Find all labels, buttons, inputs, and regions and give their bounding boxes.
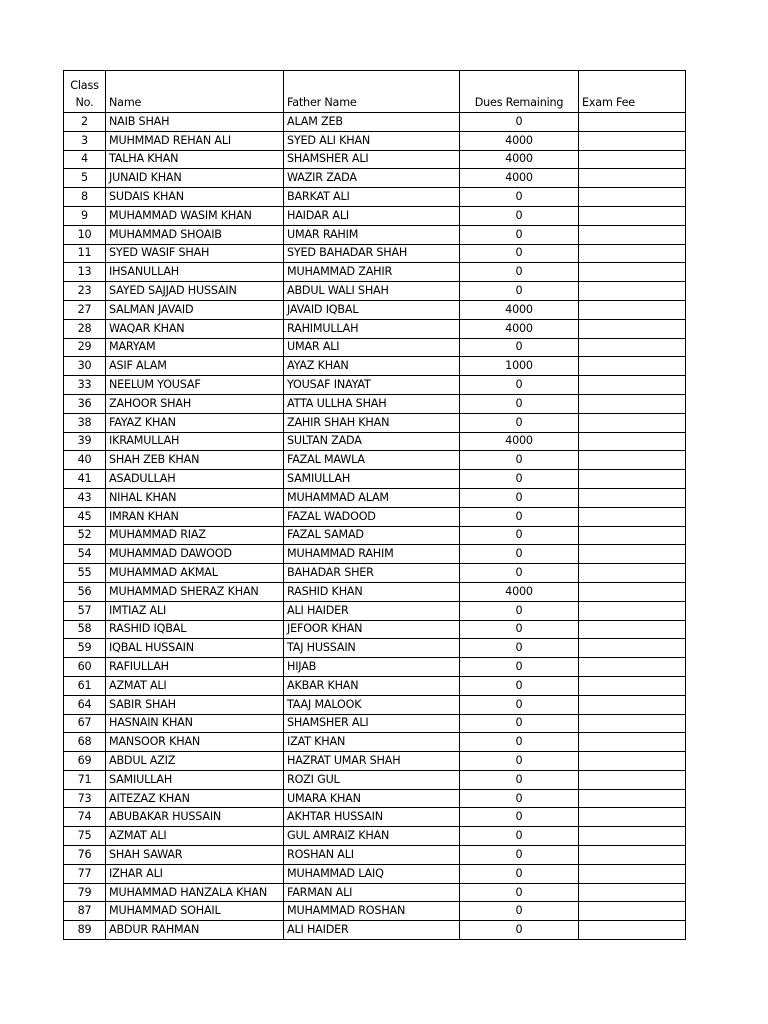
cell-father-name: FARMAN ALI xyxy=(284,883,460,902)
cell-name: ASIF ALAM xyxy=(106,357,284,376)
cell-father-name: SYED ALI KHAN xyxy=(284,131,460,150)
cell-father-name: BAHADAR SHER xyxy=(284,564,460,583)
cell-name: WAQAR KHAN xyxy=(106,319,284,338)
cell-father-name: IZAT KHAN xyxy=(284,733,460,752)
cell-father-name: ROZI GUL xyxy=(284,770,460,789)
cell-dues-remaining: 0 xyxy=(460,620,579,639)
cell-class-no: 57 xyxy=(64,601,106,620)
cell-class-no: 38 xyxy=(64,413,106,432)
cell-name: MUHMMAD REHAN ALI xyxy=(106,131,284,150)
cell-name: NAIB SHAH xyxy=(106,113,284,132)
cell-dues-remaining: 0 xyxy=(460,263,579,282)
class-no-header-line2: No. xyxy=(75,96,94,109)
cell-name: AITEZAZ KHAN xyxy=(106,789,284,808)
cell-father-name: MUHAMMAD ZAHIR xyxy=(284,263,460,282)
cell-father-name: SHAMSHER ALI xyxy=(284,150,460,169)
cell-dues-remaining: 0 xyxy=(460,695,579,714)
table-row xyxy=(64,131,686,150)
cell-class-no: 67 xyxy=(64,714,106,733)
table-row xyxy=(64,244,686,263)
cell-name: NEELUM YOUSAF xyxy=(106,376,284,395)
cell-name: SAYED SAJJAD HUSSAIN xyxy=(106,282,284,301)
cell-father-name: UMAR RAHIM xyxy=(284,225,460,244)
cell-name: NIHAL KHAN xyxy=(106,488,284,507)
cell-class-no: 52 xyxy=(64,526,106,545)
cell-class-no: 61 xyxy=(64,676,106,695)
table-row xyxy=(64,319,686,338)
cell-exam-fee xyxy=(579,714,686,733)
cell-exam-fee xyxy=(579,620,686,639)
cell-class-no: 79 xyxy=(64,883,106,902)
table-row xyxy=(64,225,686,244)
column-header-father-name: Father Name xyxy=(284,71,460,113)
cell-class-no: 2 xyxy=(64,113,106,132)
cell-exam-fee xyxy=(579,752,686,771)
table-row xyxy=(64,902,686,921)
cell-dues-remaining: 0 xyxy=(460,244,579,263)
cell-exam-fee xyxy=(579,846,686,865)
cell-exam-fee xyxy=(579,432,686,451)
cell-father-name: ATTA ULLHA SHAH xyxy=(284,394,460,413)
cell-dues-remaining: 0 xyxy=(460,394,579,413)
cell-father-name: RASHID KHAN xyxy=(284,582,460,601)
cell-dues-remaining: 0 xyxy=(460,733,579,752)
cell-name: MARYAM xyxy=(106,338,284,357)
cell-exam-fee xyxy=(579,564,686,583)
cell-father-name: ALI HAIDER xyxy=(284,921,460,940)
cell-exam-fee xyxy=(579,131,686,150)
cell-exam-fee xyxy=(579,902,686,921)
cell-name: SAMIULLAH xyxy=(106,770,284,789)
cell-father-name: MUHAMMAD ALAM xyxy=(284,488,460,507)
cell-name: IZHAR ALI xyxy=(106,864,284,883)
cell-class-no: 77 xyxy=(64,864,106,883)
cell-name: IQBAL HUSSAIN xyxy=(106,639,284,658)
table-row xyxy=(64,827,686,846)
table-row xyxy=(64,733,686,752)
cell-name: ABUBAKAR HUSSAIN xyxy=(106,808,284,827)
table-row xyxy=(64,263,686,282)
cell-class-no: 59 xyxy=(64,639,106,658)
table-row xyxy=(64,413,686,432)
table-row xyxy=(64,507,686,526)
cell-father-name: JEFOOR KHAN xyxy=(284,620,460,639)
cell-exam-fee xyxy=(579,225,686,244)
cell-dues-remaining: 0 xyxy=(460,676,579,695)
cell-name: MUHAMMAD RIAZ xyxy=(106,526,284,545)
cell-dues-remaining: 0 xyxy=(460,846,579,865)
cell-exam-fee xyxy=(579,376,686,395)
cell-dues-remaining: 0 xyxy=(460,752,579,771)
cell-name: HASNAIN KHAN xyxy=(106,714,284,733)
table-row xyxy=(64,658,686,677)
cell-exam-fee xyxy=(579,451,686,470)
cell-father-name: YOUSAF INAYAT xyxy=(284,376,460,395)
cell-father-name: JAVAID IQBAL xyxy=(284,300,460,319)
cell-class-no: 11 xyxy=(64,244,106,263)
cell-class-no: 73 xyxy=(64,789,106,808)
cell-dues-remaining: 0 xyxy=(460,564,579,583)
cell-class-no: 30 xyxy=(64,357,106,376)
cell-exam-fee xyxy=(579,470,686,489)
cell-dues-remaining: 0 xyxy=(460,376,579,395)
cell-exam-fee xyxy=(579,206,686,225)
cell-dues-remaining: 4000 xyxy=(460,169,579,188)
table-row xyxy=(64,282,686,301)
cell-exam-fee xyxy=(579,864,686,883)
table-row xyxy=(64,883,686,902)
cell-class-no: 89 xyxy=(64,921,106,940)
cell-class-no: 33 xyxy=(64,376,106,395)
table-row xyxy=(64,620,686,639)
cell-dues-remaining: 0 xyxy=(460,206,579,225)
table-row xyxy=(64,582,686,601)
cell-dues-remaining: 4000 xyxy=(460,150,579,169)
table-row xyxy=(64,695,686,714)
cell-class-no: 29 xyxy=(64,338,106,357)
table-row xyxy=(64,357,686,376)
cell-name: ZAHOOR SHAH xyxy=(106,394,284,413)
table-row xyxy=(64,846,686,865)
cell-dues-remaining: 4000 xyxy=(460,319,579,338)
cell-exam-fee xyxy=(579,601,686,620)
cell-class-no: 10 xyxy=(64,225,106,244)
cell-class-no: 27 xyxy=(64,300,106,319)
cell-name: MUHAMMAD HANZALA KHAN xyxy=(106,883,284,902)
cell-exam-fee xyxy=(579,488,686,507)
cell-name: ABDUR RAHMAN xyxy=(106,921,284,940)
table-row xyxy=(64,770,686,789)
cell-name: RAFIULLAH xyxy=(106,658,284,677)
table-header xyxy=(64,71,686,113)
cell-name: MANSOOR KHAN xyxy=(106,733,284,752)
cell-father-name: HAIDAR ALI xyxy=(284,206,460,225)
cell-father-name: ALI HAIDER xyxy=(284,601,460,620)
cell-exam-fee xyxy=(579,827,686,846)
cell-exam-fee xyxy=(579,808,686,827)
cell-class-no: 56 xyxy=(64,582,106,601)
cell-class-no: 55 xyxy=(64,564,106,583)
cell-dues-remaining: 0 xyxy=(460,770,579,789)
cell-name: JUNAID KHAN xyxy=(106,169,284,188)
cell-name: SALMAN JAVAID xyxy=(106,300,284,319)
cell-exam-fee xyxy=(579,413,686,432)
column-header-exam-fee: Exam Fee xyxy=(579,71,686,113)
cell-exam-fee xyxy=(579,244,686,263)
cell-dues-remaining: 0 xyxy=(460,188,579,207)
cell-dues-remaining: 0 xyxy=(460,488,579,507)
table-row xyxy=(64,526,686,545)
cell-class-no: 36 xyxy=(64,394,106,413)
cell-father-name: ABDUL WALI SHAH xyxy=(284,282,460,301)
table-row xyxy=(64,206,686,225)
cell-dues-remaining: 4000 xyxy=(460,131,579,150)
cell-name: RASHID IQBAL xyxy=(106,620,284,639)
column-header-class-no xyxy=(64,71,106,113)
cell-name: MUHAMMAD SHOAIB xyxy=(106,225,284,244)
cell-name: SHAH SAWAR xyxy=(106,846,284,865)
cell-dues-remaining: 0 xyxy=(460,883,579,902)
table-row xyxy=(64,676,686,695)
cell-name: AZMAT ALI xyxy=(106,676,284,695)
cell-dues-remaining: 0 xyxy=(460,789,579,808)
class-no-header-line1: Class xyxy=(70,79,99,92)
cell-exam-fee xyxy=(579,770,686,789)
cell-father-name: MUHAMMAD LAIQ xyxy=(284,864,460,883)
table-row xyxy=(64,921,686,940)
cell-dues-remaining: 4000 xyxy=(460,300,579,319)
cell-class-no: 43 xyxy=(64,488,106,507)
cell-class-no: 41 xyxy=(64,470,106,489)
cell-class-no: 60 xyxy=(64,658,106,677)
table-row xyxy=(64,470,686,489)
cell-father-name: MUHAMMAD ROSHAN xyxy=(284,902,460,921)
table-row xyxy=(64,545,686,564)
cell-dues-remaining: 4000 xyxy=(460,432,579,451)
cell-father-name: UMAR ALI xyxy=(284,338,460,357)
cell-dues-remaining: 0 xyxy=(460,639,579,658)
table-row xyxy=(64,188,686,207)
cell-father-name: TAJ HUSSAIN xyxy=(284,639,460,658)
cell-father-name: AKHTAR HUSSAIN xyxy=(284,808,460,827)
cell-exam-fee xyxy=(579,300,686,319)
table-row xyxy=(64,639,686,658)
cell-name: MUHAMMAD SOHAIL xyxy=(106,902,284,921)
cell-father-name: ALAM ZEB xyxy=(284,113,460,132)
cell-name: SYED WASIF SHAH xyxy=(106,244,284,263)
cell-name: IMRAN KHAN xyxy=(106,507,284,526)
cell-dues-remaining: 0 xyxy=(460,225,579,244)
table-row xyxy=(64,113,686,132)
cell-class-no: 28 xyxy=(64,319,106,338)
cell-class-no: 76 xyxy=(64,846,106,865)
cell-dues-remaining: 0 xyxy=(460,282,579,301)
cell-father-name: SYED BAHADAR SHAH xyxy=(284,244,460,263)
cell-class-no: 39 xyxy=(64,432,106,451)
cell-exam-fee xyxy=(579,695,686,714)
cell-class-no: 54 xyxy=(64,545,106,564)
cell-class-no: 8 xyxy=(64,188,106,207)
cell-father-name: HIJAB xyxy=(284,658,460,677)
table-row xyxy=(64,300,686,319)
cell-dues-remaining: 0 xyxy=(460,902,579,921)
cell-exam-fee xyxy=(579,582,686,601)
cell-class-no: 74 xyxy=(64,808,106,827)
cell-exam-fee xyxy=(579,658,686,677)
cell-dues-remaining: 0 xyxy=(460,113,579,132)
cell-dues-remaining: 0 xyxy=(460,338,579,357)
table-row xyxy=(64,150,686,169)
table-row xyxy=(64,864,686,883)
cell-name: TALHA KHAN xyxy=(106,150,284,169)
cell-father-name: FAZAL MAWLA xyxy=(284,451,460,470)
cell-class-no: 9 xyxy=(64,206,106,225)
column-header-name: Name xyxy=(106,71,284,113)
cell-father-name: AKBAR KHAN xyxy=(284,676,460,695)
cell-father-name: GUL AMRAIZ KHAN xyxy=(284,827,460,846)
cell-father-name: ZAHIR SHAH KHAN xyxy=(284,413,460,432)
cell-exam-fee xyxy=(579,169,686,188)
cell-father-name: BARKAT ALI xyxy=(284,188,460,207)
table-body xyxy=(64,113,686,940)
cell-exam-fee xyxy=(579,282,686,301)
cell-exam-fee xyxy=(579,526,686,545)
cell-father-name: FAZAL SAMAD xyxy=(284,526,460,545)
cell-name: MUHAMMAD DAWOOD xyxy=(106,545,284,564)
cell-class-no: 87 xyxy=(64,902,106,921)
cell-dues-remaining: 0 xyxy=(460,526,579,545)
cell-father-name: RAHIMULLAH xyxy=(284,319,460,338)
table-row xyxy=(64,376,686,395)
table-row xyxy=(64,432,686,451)
cell-dues-remaining: 0 xyxy=(460,413,579,432)
cell-exam-fee xyxy=(579,639,686,658)
cell-father-name: SHAMSHER ALI xyxy=(284,714,460,733)
table-row xyxy=(64,169,686,188)
cell-name: ABDUL AZIZ xyxy=(106,752,284,771)
cell-father-name: ROSHAN ALI xyxy=(284,846,460,865)
cell-name: MUHAMMAD SHERAZ KHAN xyxy=(106,582,284,601)
cell-name: IKRAMULLAH xyxy=(106,432,284,451)
table-row xyxy=(64,451,686,470)
cell-father-name: SAMIULLAH xyxy=(284,470,460,489)
cell-dues-remaining: 0 xyxy=(460,808,579,827)
cell-exam-fee xyxy=(579,676,686,695)
table-row xyxy=(64,601,686,620)
cell-dues-remaining: 0 xyxy=(460,545,579,564)
cell-dues-remaining: 0 xyxy=(460,714,579,733)
cell-exam-fee xyxy=(579,883,686,902)
table-row xyxy=(64,338,686,357)
cell-class-no: 3 xyxy=(64,131,106,150)
cell-dues-remaining: 0 xyxy=(460,601,579,620)
cell-father-name: TAAJ MALOOK xyxy=(284,695,460,714)
cell-father-name: AYAZ KHAN xyxy=(284,357,460,376)
cell-class-no: 64 xyxy=(64,695,106,714)
cell-name: FAYAZ KHAN xyxy=(106,413,284,432)
cell-father-name: SULTAN ZADA xyxy=(284,432,460,451)
cell-exam-fee xyxy=(579,545,686,564)
cell-dues-remaining: 4000 xyxy=(460,582,579,601)
cell-exam-fee xyxy=(579,789,686,808)
cell-name: MUHAMMAD AKMAL xyxy=(106,564,284,583)
cell-exam-fee xyxy=(579,150,686,169)
cell-dues-remaining: 0 xyxy=(460,864,579,883)
cell-father-name: HAZRAT UMAR SHAH xyxy=(284,752,460,771)
cell-name: ASADULLAH xyxy=(106,470,284,489)
table-row xyxy=(64,789,686,808)
cell-class-no: 23 xyxy=(64,282,106,301)
column-header-dues-remaining: Dues Remaining xyxy=(460,71,579,113)
cell-exam-fee xyxy=(579,319,686,338)
table-row xyxy=(64,752,686,771)
cell-father-name: UMARA KHAN xyxy=(284,789,460,808)
cell-exam-fee xyxy=(579,188,686,207)
table-row xyxy=(64,714,686,733)
dues-table xyxy=(63,70,686,940)
dues-sheet xyxy=(63,70,685,940)
cell-name: AZMAT ALI xyxy=(106,827,284,846)
cell-dues-remaining: 1000 xyxy=(460,357,579,376)
cell-father-name: FAZAL WADOOD xyxy=(284,507,460,526)
cell-exam-fee xyxy=(579,507,686,526)
cell-father-name: MUHAMMAD RAHIM xyxy=(284,545,460,564)
cell-name: IHSANULLAH xyxy=(106,263,284,282)
cell-exam-fee xyxy=(579,733,686,752)
cell-exam-fee xyxy=(579,357,686,376)
table-row xyxy=(64,394,686,413)
cell-class-no: 58 xyxy=(64,620,106,639)
cell-exam-fee xyxy=(579,113,686,132)
table-row xyxy=(64,488,686,507)
cell-dues-remaining: 0 xyxy=(460,507,579,526)
cell-class-no: 40 xyxy=(64,451,106,470)
cell-class-no: 75 xyxy=(64,827,106,846)
cell-name: SUDAIS KHAN xyxy=(106,188,284,207)
cell-class-no: 5 xyxy=(64,169,106,188)
cell-exam-fee xyxy=(579,338,686,357)
cell-dues-remaining: 0 xyxy=(460,658,579,677)
cell-class-no: 4 xyxy=(64,150,106,169)
cell-exam-fee xyxy=(579,263,686,282)
table-row xyxy=(64,564,686,583)
cell-class-no: 68 xyxy=(64,733,106,752)
table-row xyxy=(64,808,686,827)
cell-dues-remaining: 0 xyxy=(460,451,579,470)
cell-dues-remaining: 0 xyxy=(460,921,579,940)
cell-class-no: 45 xyxy=(64,507,106,526)
cell-class-no: 13 xyxy=(64,263,106,282)
cell-name: SHAH ZEB KHAN xyxy=(106,451,284,470)
cell-exam-fee xyxy=(579,394,686,413)
cell-dues-remaining: 0 xyxy=(460,827,579,846)
cell-father-name: WAZIR ZADA xyxy=(284,169,460,188)
cell-class-no: 71 xyxy=(64,770,106,789)
cell-exam-fee xyxy=(579,921,686,940)
cell-class-no: 69 xyxy=(64,752,106,771)
cell-name: IMTIAZ ALI xyxy=(106,601,284,620)
cell-dues-remaining: 0 xyxy=(460,470,579,489)
cell-name: SABIR SHAH xyxy=(106,695,284,714)
header-row xyxy=(64,71,686,113)
cell-name: MUHAMMAD WASIM KHAN xyxy=(106,206,284,225)
